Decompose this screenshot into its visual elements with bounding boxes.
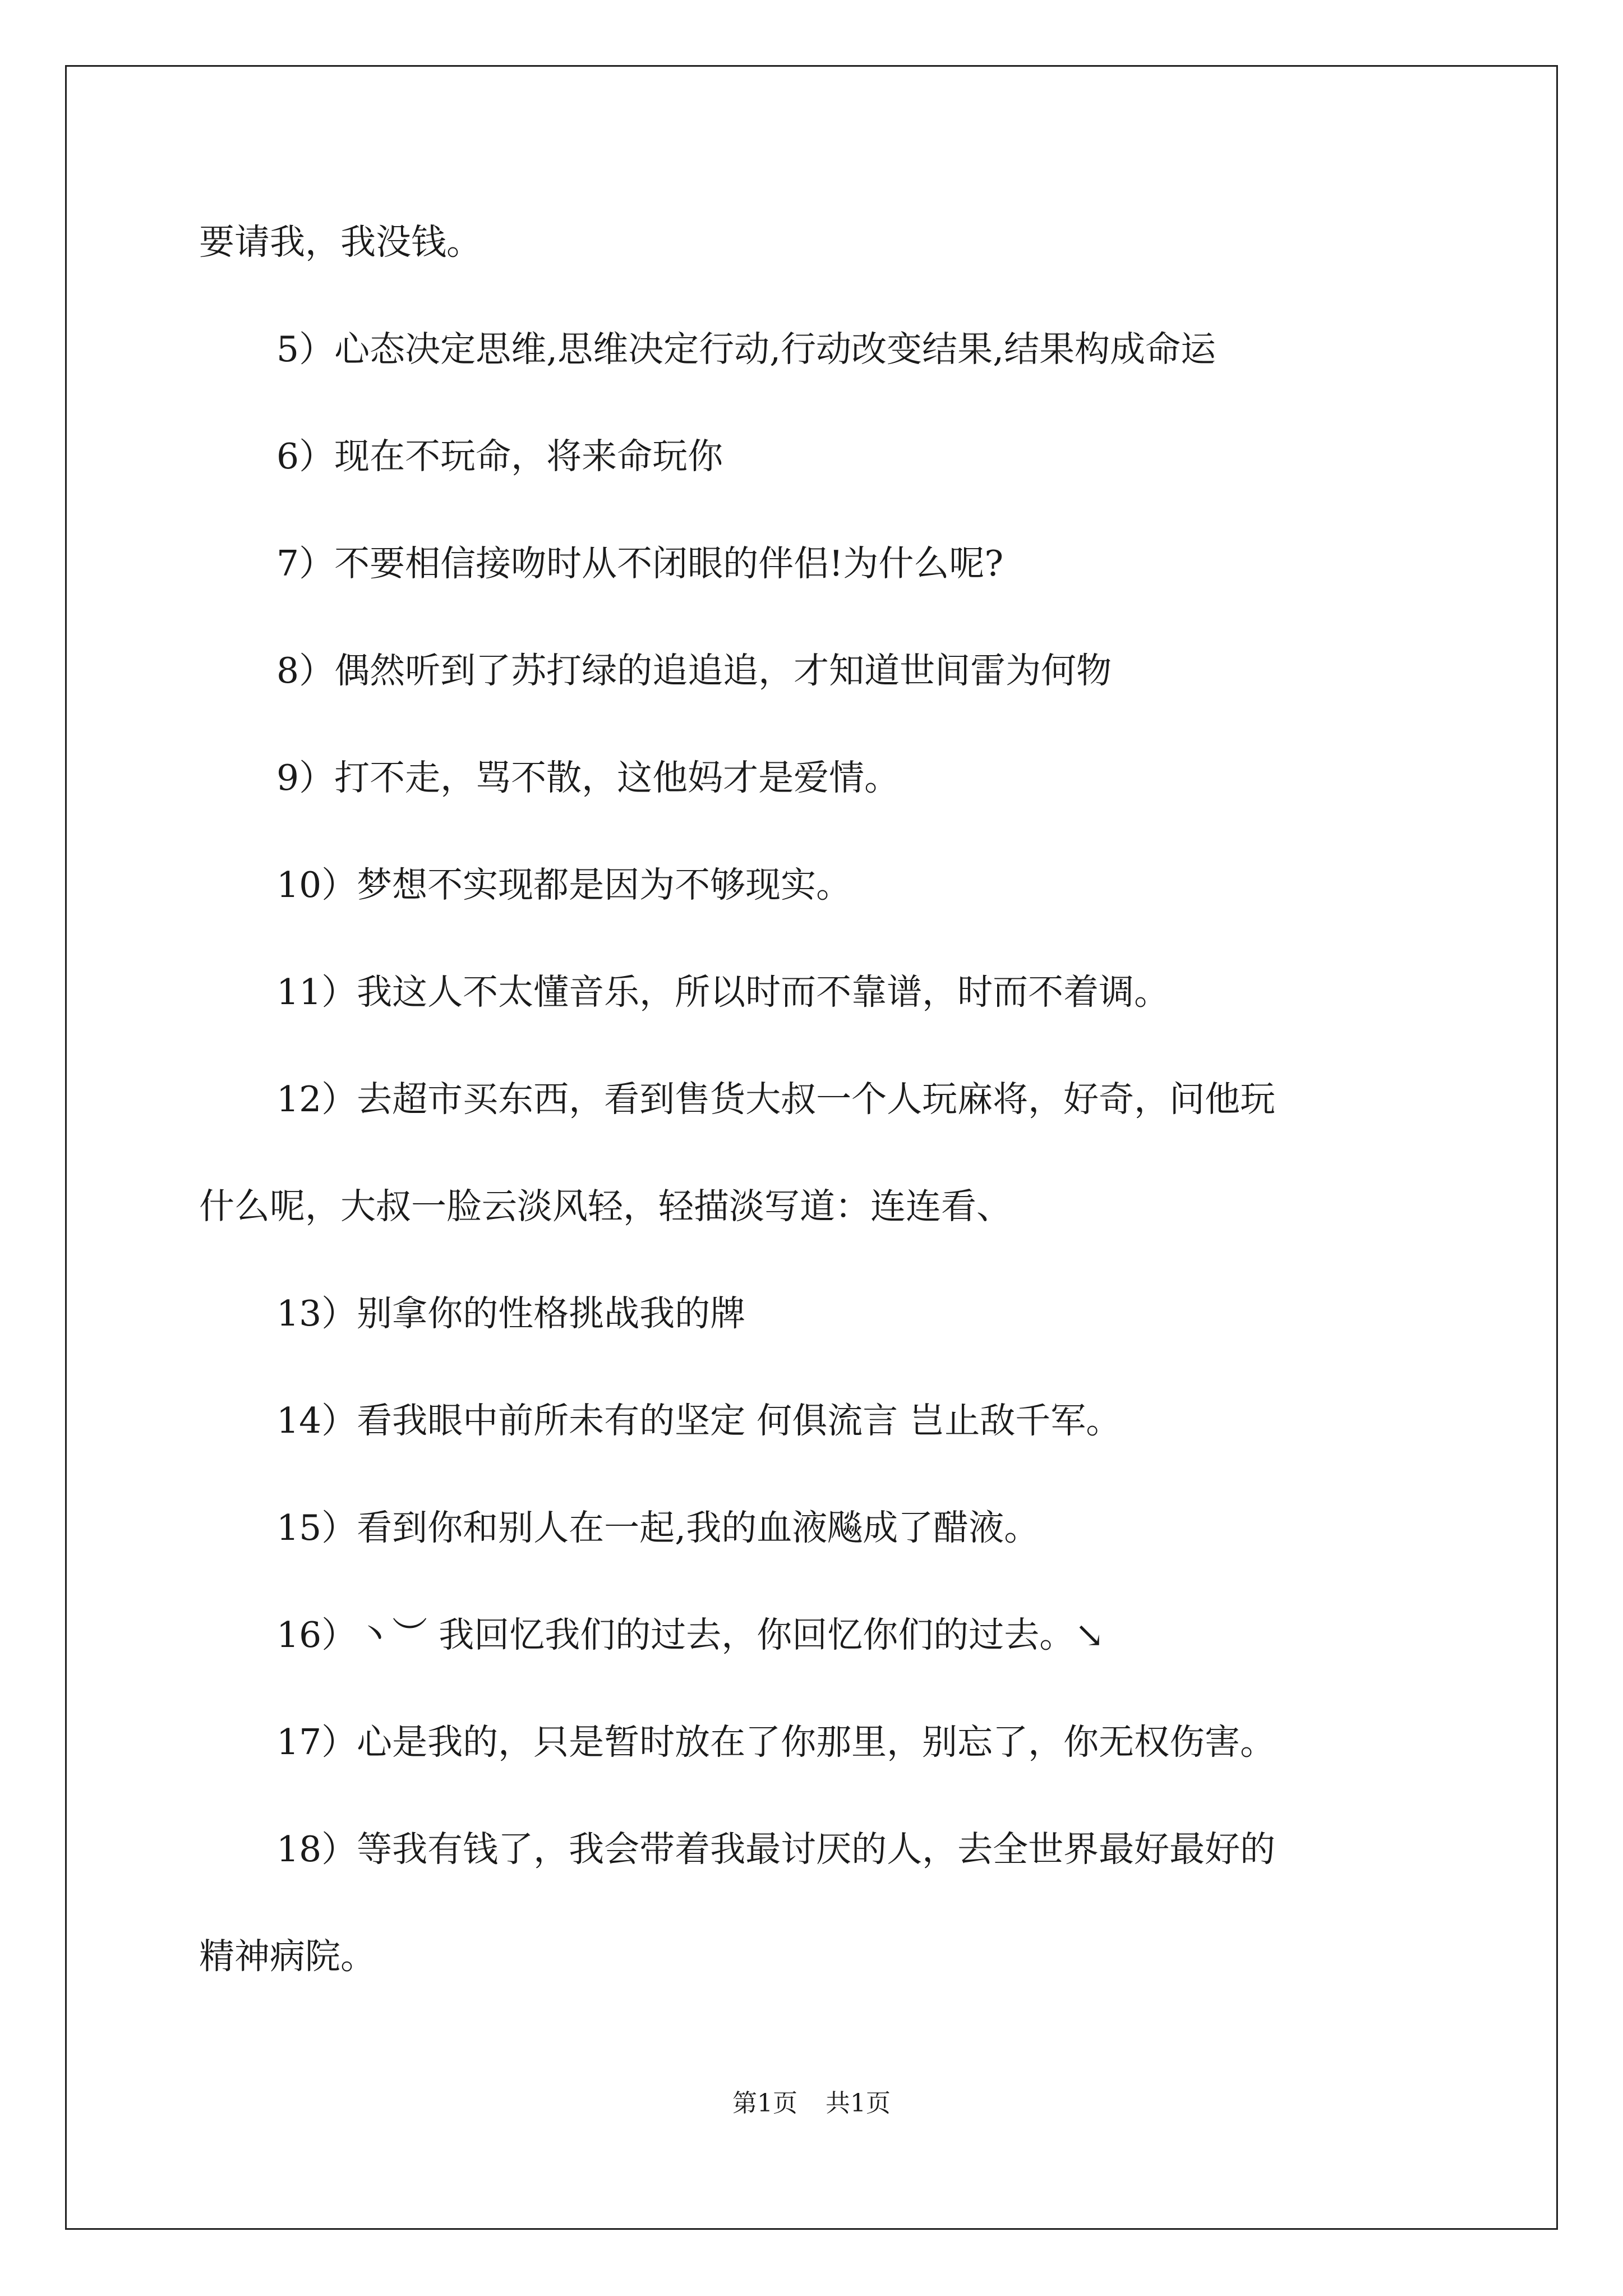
text-line: 要请我，我没钱。	[199, 222, 482, 263]
text-line: 15）看到你和别人在一起,我的血液飚成了醋液。	[276, 1507, 1040, 1548]
text-line: 10）梦想不实现都是因为不够现实。	[276, 864, 852, 905]
text-line: 精神病院。	[199, 1936, 376, 1977]
text-line: 7）不要相信接吻时从不闭眼的伴侣!为什么呢?	[276, 543, 1004, 584]
text-line: 13）别拿你的性格挑战我的牌	[276, 1293, 746, 1334]
text-line: 8）偶然听到了苏打绿的追追追，才知道世间雷为何物	[276, 650, 1112, 691]
text-line: 6）现在不玩命，将来命玩你	[276, 436, 723, 477]
text-line: 16）丶︶ 我回忆我们的过去，你回忆你们的过去。↘	[276, 1614, 1104, 1655]
text-line: 14）看我眼中前所未有的坚定 何俱流言 岂止敌千军。	[276, 1400, 1122, 1441]
document-body	[199, 222, 1444, 2043]
text-line: 9）打不走，骂不散，这他妈才是爱情。	[276, 757, 900, 798]
page-total: 共1页	[826, 2089, 891, 2118]
text-line: 什么呢，大叔一脸云淡风轻，轻描淡写道：连连看、	[199, 1186, 1012, 1227]
text-line: 17）心是我的，只是暂时放在了你那里，别忘了，你无权伤害。	[276, 1722, 1276, 1763]
text-line: 11）我这人不太懂音乐，所以时而不靠谱，时而不着调。	[276, 972, 1170, 1013]
text-line: 5）心态决定思维,思维决定行动,行动改变结果,结果构成命运	[276, 329, 1216, 370]
text-line: 12）去超市买东西，看到售货大叔一个人玩麻将，好奇，问他玩	[276, 1079, 1276, 1120]
page-footer	[0, 2089, 1623, 2118]
page-number: 第1页	[732, 2089, 797, 2118]
text-line: 18）等我有钱了，我会带着我最讨厌的人，去全世界最好最好的	[276, 1829, 1276, 1870]
